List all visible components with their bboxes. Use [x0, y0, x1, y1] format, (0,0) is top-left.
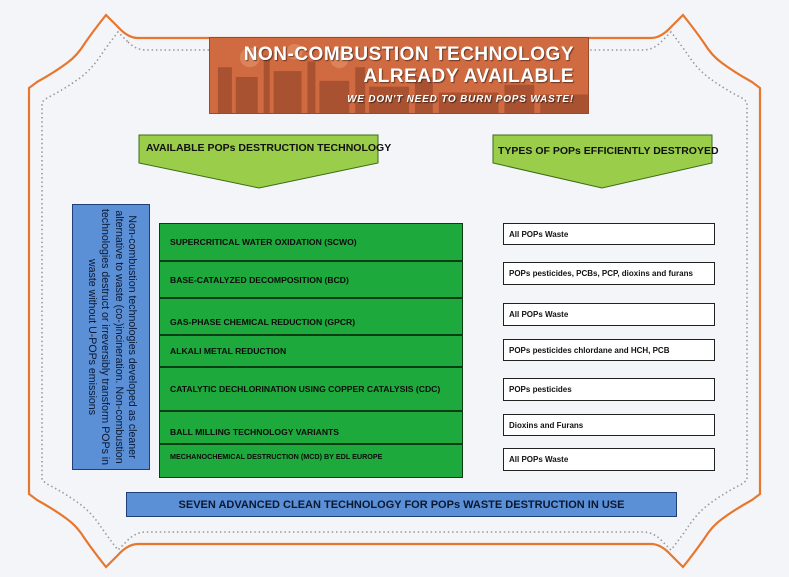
side-note-text: Non-combustion technologies developed as cleaner alternative to waste (co-)incineration. Non-combustion technologies destruct or irreversibly transform POPs in waste without U-POPs emissions	[85, 208, 138, 466]
types-header: TYPES OF POPs EFFICIENTLY DESTROYED	[498, 145, 719, 157]
technology-item: SUPERCRITICAL WATER OXIDATION (SCWO)	[159, 223, 463, 261]
types-arrow	[493, 135, 712, 188]
technology-header: AVAILABLE POPs DESTRUCTION TECHNOLOGY	[146, 142, 392, 154]
technology-item: GAS-PHASE CHEMICAL REDUCTION (GPCR)	[159, 298, 463, 335]
banner	[209, 37, 589, 114]
pops-type-box: All POPs Waste	[503, 448, 715, 471]
banner-tagline: WE DON'T NEED TO BURN POPS WASTE!	[347, 94, 574, 105]
banner-title-line1: NON-COMBUSTION TECHNOLOGY	[243, 44, 574, 65]
technology-item: ALKALI METAL REDUCTION	[159, 335, 463, 367]
technology-item: CATALYTIC DECHLORINATION USING COPPER CATALYSIS (CDC)	[159, 367, 463, 411]
pops-type-box: All POPs Waste	[503, 303, 715, 326]
technology-item: BALL MILLING TECHNOLOGY VARIANTS	[159, 411, 463, 444]
technology-item: BASE-CATALYZED DECOMPOSITION (BCD)	[159, 261, 463, 298]
side-note-box	[72, 204, 150, 470]
pops-type-box: POPs pesticides, PCBs, PCP, dioxins and furans	[503, 262, 715, 285]
pops-type-box: Dioxins and Furans	[503, 414, 715, 436]
footer-banner: SEVEN ADVANCED CLEAN TECHNOLOGY FOR POPs WASTE DESTRUCTION IN USE	[126, 492, 677, 517]
pops-type-box: All POPs Waste	[503, 223, 715, 245]
pops-type-box: POPs pesticides chlordane and HCH, PCB	[503, 339, 715, 361]
pops-type-box: POPs pesticides	[503, 378, 715, 401]
technology-item: MECHANOCHEMICAL DESTRUCTION (MCD) BY EDL EUROPE	[159, 444, 463, 478]
banner-title-line2: ALREADY AVAILABLE	[363, 66, 574, 87]
